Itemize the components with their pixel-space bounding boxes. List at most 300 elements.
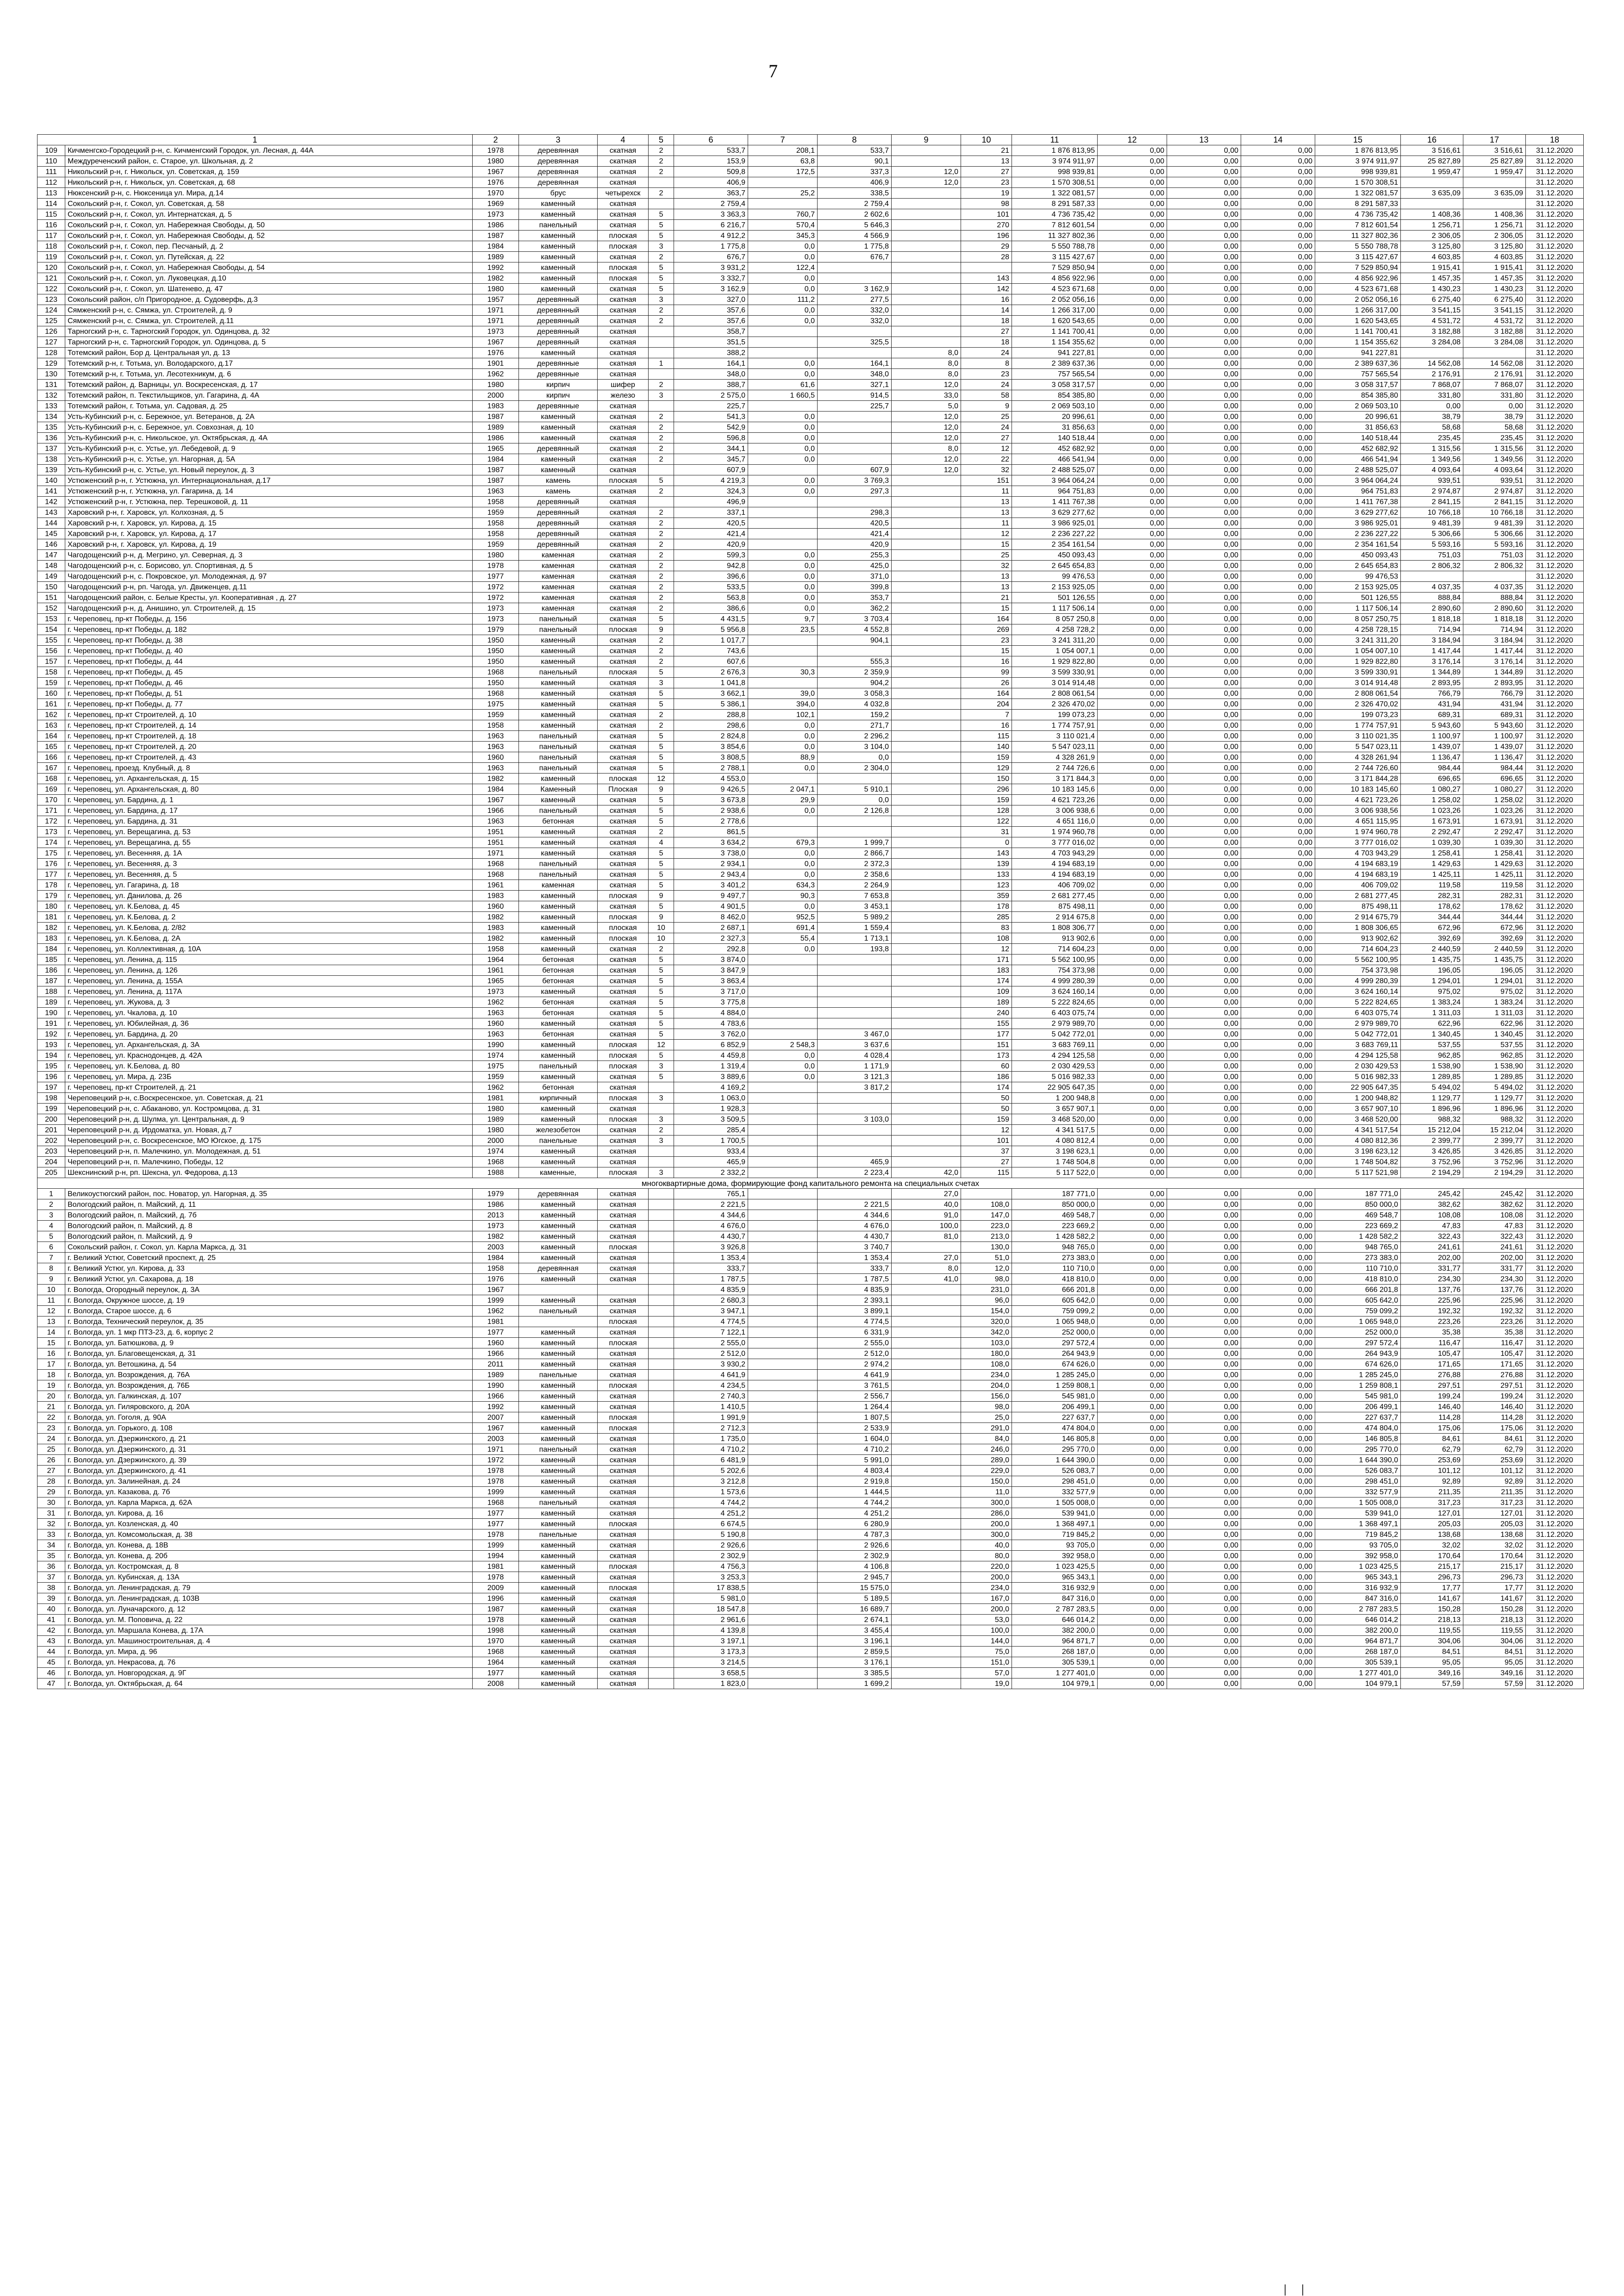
- table-cell: 28: [961, 252, 1012, 262]
- table-cell: 31.12.2020: [1526, 624, 1584, 635]
- table-cell: г. Вологда, ул. Батюшкова, д. 9: [65, 1338, 473, 1348]
- table-cell: 183: [37, 933, 65, 944]
- table-cell: 108,0: [961, 1199, 1012, 1210]
- table-cell: бетонная: [519, 997, 598, 1008]
- table-cell: 4 523 671,68: [1012, 284, 1098, 294]
- table-cell: 176: [37, 859, 65, 869]
- table-row: [37, 986, 1584, 997]
- table-cell: 0,00: [1098, 1263, 1167, 1274]
- table-row: [37, 805, 1584, 816]
- table-cell: 0,00: [1241, 1093, 1315, 1104]
- table-cell: плоская: [598, 891, 649, 901]
- table-cell: 0,00: [1098, 241, 1167, 252]
- table-cell: 0,00: [1167, 1625, 1241, 1636]
- table-cell: 394,0: [748, 699, 818, 710]
- table-cell: 0,00: [1241, 1497, 1315, 1508]
- table-cell: 0,00: [1241, 848, 1315, 859]
- table-cell: 1 289,85: [1401, 1072, 1463, 1082]
- table-cell: 31.12.2020: [1526, 1114, 1584, 1125]
- table-cell: 100,0: [892, 1221, 961, 1231]
- table-cell: 988,32: [1401, 1114, 1463, 1125]
- table-cell: 0,00: [1167, 816, 1241, 827]
- table-cell: каменная: [519, 603, 598, 614]
- table-cell: г. Вологда, ул. Дзержинского, д. 39: [65, 1455, 473, 1466]
- table-cell: 202,00: [1463, 1253, 1526, 1263]
- table-cell: 0,00: [1167, 1359, 1241, 1370]
- table-cell: [649, 1497, 674, 1508]
- table-cell: 4 531,72: [1463, 316, 1526, 326]
- table-cell: 0,00: [1241, 231, 1315, 241]
- table-cell: г. Череповец, ул. Жукова, д. 3: [65, 997, 473, 1008]
- table-row: [37, 1018, 1584, 1029]
- table-cell: 16: [961, 656, 1012, 667]
- table-cell: 0,00: [1167, 752, 1241, 763]
- table-cell: 1 285 245,0: [1315, 1370, 1401, 1380]
- table-cell: 2: [649, 518, 674, 529]
- table-cell: каменный: [519, 1402, 598, 1412]
- table-cell: 23: [37, 1423, 65, 1434]
- table-cell: [748, 1476, 818, 1487]
- table-cell: [892, 1040, 961, 1050]
- table-cell: 0,00: [1167, 1487, 1241, 1497]
- table-cell: 2 712,3: [674, 1423, 748, 1434]
- table-cell: 31.12.2020: [1526, 390, 1584, 401]
- table-cell: г. Череповец, ул. К.Белова, д. 45: [65, 901, 473, 912]
- table-cell: 1 294,01: [1463, 976, 1526, 986]
- table-cell: 1977: [473, 571, 519, 582]
- table-cell: 0,00: [1241, 1657, 1315, 1668]
- table-cell: каменный: [519, 635, 598, 646]
- table-cell: панельный: [519, 752, 598, 763]
- table-cell: 0,00: [1098, 1093, 1167, 1104]
- table-cell: 420,9: [818, 539, 892, 550]
- table-cell: 2: [649, 305, 674, 316]
- table-cell: скатная: [598, 1476, 649, 1487]
- table-cell: 2 680,3: [674, 1295, 748, 1306]
- table-cell: 0,0: [748, 582, 818, 593]
- table-cell: 3 854,6: [674, 742, 748, 752]
- table-cell: каменный: [519, 241, 598, 252]
- table-cell: 672,96: [1401, 923, 1463, 933]
- table-row: [37, 1093, 1584, 1104]
- table-cell: 1 620 543,65: [1315, 316, 1401, 326]
- table-cell: г. Вологда, ул. Горького, д. 108: [65, 1423, 473, 1434]
- header-cell: 11: [1012, 135, 1098, 145]
- table-cell: г. Вологда, ул. Галкинская, д. 107: [65, 1391, 473, 1402]
- table-cell: панельные: [519, 1136, 598, 1146]
- table-cell: 0,00: [1167, 550, 1241, 561]
- table-cell: 1972: [473, 1455, 519, 1466]
- table-cell: 1970: [473, 1636, 519, 1647]
- table-cell: г. Череповец, пр-кт Победы, д. 182: [65, 624, 473, 635]
- table-cell: 203: [37, 1146, 65, 1157]
- table-cell: [748, 177, 818, 188]
- table-cell: 0,00: [1098, 795, 1167, 805]
- table-cell: 0,00: [1167, 380, 1241, 390]
- table-cell: 5: [649, 688, 674, 699]
- table-cell: 0,00: [1167, 1242, 1241, 1253]
- table-cell: 4 736 735,42: [1315, 209, 1401, 220]
- table-cell: 1980: [473, 550, 519, 561]
- table-row: [37, 1210, 1584, 1221]
- table-cell: каменная: [519, 571, 598, 582]
- table-cell: 168: [37, 774, 65, 784]
- table-cell: 2 153 925,05: [1012, 582, 1098, 593]
- table-cell: 31.12.2020: [1526, 1316, 1584, 1327]
- table-cell: 155: [37, 635, 65, 646]
- table-cell: 174: [961, 1082, 1012, 1093]
- table-row: [37, 933, 1584, 944]
- table-cell: 0,00: [1167, 848, 1241, 859]
- table-cell: 139: [37, 465, 65, 475]
- table-cell: 0,00: [1241, 561, 1315, 571]
- table-cell: г. Череповец, ул. Верещагина, д. 53: [65, 827, 473, 837]
- table-cell: 9,7: [748, 614, 818, 624]
- table-cell: 3 683 769,11: [1315, 1040, 1401, 1050]
- table-cell: 1977: [473, 1668, 519, 1678]
- table-cell: [892, 1348, 961, 1359]
- table-cell: 5: [649, 859, 674, 869]
- table-cell: 1 311,03: [1401, 1008, 1463, 1018]
- table-row: [37, 1636, 1584, 1647]
- table-cell: 31.12.2020: [1526, 848, 1584, 859]
- table-cell: 0,00: [1241, 507, 1315, 518]
- table-cell: 1960: [473, 1338, 519, 1348]
- table-cell: 51,0: [961, 1253, 1012, 1263]
- table-cell: [818, 497, 892, 507]
- table-cell: 31.12.2020: [1526, 199, 1584, 209]
- table-cell: Вологодский район, п. Майский, д. 7б: [65, 1210, 473, 1221]
- table-cell: бетонная: [519, 976, 598, 986]
- table-cell: 0,0: [748, 316, 818, 326]
- table-cell: 1 023 425,5: [1012, 1561, 1098, 1572]
- table-cell: 15: [37, 1338, 65, 1348]
- table-cell: каменный: [519, 1274, 598, 1285]
- table-cell: 933,4: [674, 1146, 748, 1157]
- table-row: [37, 273, 1584, 284]
- table-cell: [892, 1327, 961, 1338]
- table-cell: 0,00: [1167, 1338, 1241, 1348]
- table-cell: 50: [961, 1093, 1012, 1104]
- table-cell: 0,00: [1241, 1040, 1315, 1050]
- table-cell: 1 411 767,38: [1012, 497, 1098, 507]
- table-cell: 0,00: [1241, 1434, 1315, 1444]
- table-cell: [748, 678, 818, 688]
- table-cell: 1 457,35: [1401, 273, 1463, 284]
- table-cell: 129: [961, 763, 1012, 774]
- table-cell: 0,00: [1098, 1050, 1167, 1061]
- table-cell: 103,0: [961, 1338, 1012, 1348]
- table-cell: 31.12.2020: [1526, 1029, 1584, 1040]
- table-cell: 3 863,4: [674, 976, 748, 986]
- table-cell: 0,00: [1241, 1604, 1315, 1615]
- table-cell: 200,0: [961, 1604, 1012, 1615]
- table-cell: 12,0: [892, 177, 961, 188]
- table-cell: 913 902,62: [1315, 933, 1401, 944]
- table-cell: 31.12.2020: [1526, 805, 1584, 816]
- table-cell: 2: [649, 593, 674, 603]
- table-cell: 984,44: [1463, 763, 1526, 774]
- table-cell: 30: [37, 1497, 65, 1508]
- table-cell: 111,2: [748, 294, 818, 305]
- table-cell: 0,00: [1241, 326, 1315, 337]
- table-cell: скатная: [598, 965, 649, 976]
- table-cell: 0,00: [1098, 1423, 1167, 1434]
- table-cell: [748, 1636, 818, 1647]
- table-cell: 0,00: [1098, 561, 1167, 571]
- table-cell: г. Череповец, ул. Архангельская, д. 15: [65, 774, 473, 784]
- table-cell: [892, 1455, 961, 1466]
- table-row: [37, 1540, 1584, 1551]
- table-cell: 10 766,18: [1401, 507, 1463, 518]
- table-cell: 0,00: [1241, 390, 1315, 401]
- table-cell: 0,00: [1167, 1050, 1241, 1061]
- table-cell: Сокольский р-н, г. Сокол, ул. Набережная Свободы, д. 52: [65, 231, 473, 241]
- table-row: [37, 1434, 1584, 1444]
- table-cell: 3 162,9: [818, 284, 892, 294]
- table-cell: 31.12.2020: [1526, 986, 1584, 997]
- table-cell: 6 674,5: [674, 1519, 748, 1529]
- table-cell: [892, 241, 961, 252]
- table-cell: 1987: [473, 231, 519, 241]
- table-cell: 1973: [473, 209, 519, 220]
- table-cell: 0,00: [1167, 1668, 1241, 1678]
- table-cell: 57,59: [1463, 1678, 1526, 1689]
- table-cell: 295 770,0: [1315, 1444, 1401, 1455]
- table-cell: 22 905 647,35: [1012, 1082, 1098, 1093]
- table-cell: 21: [37, 1402, 65, 1412]
- table-cell: [748, 1540, 818, 1551]
- table-cell: [649, 1604, 674, 1615]
- table-cell: [748, 1189, 818, 1199]
- table-cell: 0,00: [1167, 869, 1241, 880]
- table-cell: 1 410,5: [674, 1402, 748, 1412]
- table-cell: 452 682,92: [1315, 443, 1401, 454]
- table-cell: 5 189,5: [818, 1593, 892, 1604]
- table-cell: 10: [649, 923, 674, 933]
- table-cell: [649, 465, 674, 475]
- table-cell: скатная: [598, 582, 649, 593]
- table-cell: [748, 976, 818, 986]
- table-cell: [892, 252, 961, 262]
- table-row: [37, 1295, 1584, 1306]
- table-cell: 12: [961, 529, 1012, 539]
- header-cell: 6: [674, 135, 748, 145]
- table-cell: 3 717,0: [674, 986, 748, 997]
- table-cell: 751,03: [1463, 550, 1526, 561]
- table-cell: деревянные: [519, 369, 598, 380]
- table-cell: 15: [961, 603, 1012, 614]
- table-cell: 0,00: [1241, 891, 1315, 901]
- table-cell: 9 426,5: [674, 784, 748, 795]
- table-cell: 1987: [473, 475, 519, 486]
- table-cell: 178,62: [1401, 901, 1463, 912]
- table-cell: 8 291 587,33: [1315, 199, 1401, 209]
- table-cell: 331,77: [1463, 1263, 1526, 1274]
- table-cell: Тотемский р-н, г. Тотьма, ул. Володарского, д.17: [65, 358, 473, 369]
- table-cell: [892, 1615, 961, 1625]
- table-cell: скатная: [598, 827, 649, 837]
- table-cell: 31.12.2020: [1526, 646, 1584, 656]
- table-cell: 31.12.2020: [1526, 1295, 1584, 1306]
- table-cell: [892, 209, 961, 220]
- header-cell: 4: [598, 135, 649, 145]
- table-cell: 31.12.2020: [1526, 1210, 1584, 1221]
- table-cell: 186: [961, 1072, 1012, 1082]
- table-cell: 1 425,11: [1463, 869, 1526, 880]
- table-cell: 0,00: [1241, 1029, 1315, 1040]
- table-cell: 322,43: [1463, 1231, 1526, 1242]
- table-cell: [892, 1061, 961, 1072]
- table-cell: 17,77: [1401, 1583, 1463, 1593]
- table-cell: 1 774 757,91: [1012, 720, 1098, 731]
- table-cell: 6 216,7: [674, 220, 748, 231]
- table-cell: 35: [37, 1551, 65, 1561]
- table-cell: 137: [37, 443, 65, 454]
- table-cell: Усть-Кубинский р-н, с. Никольское, ул. Октябрьская, д. 4А: [65, 433, 473, 443]
- table-cell: 691,4: [748, 923, 818, 933]
- table-cell: каменный: [519, 1466, 598, 1476]
- table-cell: [649, 497, 674, 507]
- table-cell: 1984: [473, 784, 519, 795]
- table-cell: 0,00: [1241, 784, 1315, 795]
- table-cell: 88,9: [748, 752, 818, 763]
- table-cell: [818, 986, 892, 997]
- table-cell: 192: [37, 1029, 65, 1040]
- table-cell: [818, 1008, 892, 1018]
- table-cell: 469 548,7: [1012, 1210, 1098, 1221]
- table-cell: 105,47: [1401, 1348, 1463, 1359]
- table-cell: 1 141 700,41: [1012, 326, 1098, 337]
- table-cell: 0,00: [1098, 1455, 1167, 1466]
- table-cell: 146,40: [1401, 1402, 1463, 1412]
- table-cell: г. Вологда, ул. Некрасова, д. 76: [65, 1657, 473, 1668]
- table-cell: 4 251,2: [674, 1508, 748, 1519]
- table-row: [37, 646, 1584, 656]
- table-cell: [1401, 348, 1463, 358]
- table-cell: 90,1: [818, 156, 892, 167]
- table-cell: 31.12.2020: [1526, 1082, 1584, 1093]
- table-cell: скатная: [598, 848, 649, 859]
- table-cell: 4 459,8: [674, 1050, 748, 1061]
- table-cell: 0,0: [748, 1061, 818, 1072]
- table-cell: 18: [961, 316, 1012, 326]
- table-cell: 1 570 308,51: [1315, 177, 1401, 188]
- table-cell: 0,00: [1241, 177, 1315, 188]
- table-cell: г. Череповец, ул. Данилова, д. 26: [65, 891, 473, 901]
- table-cell: г. Вологда, ул. Машиностроительная, д. 4: [65, 1636, 473, 1647]
- table-cell: каменный: [519, 678, 598, 688]
- table-cell: 159: [961, 795, 1012, 805]
- table-cell: 156,0: [961, 1391, 1012, 1402]
- table-cell: 2: [649, 582, 674, 593]
- table-cell: 0,00: [1167, 837, 1241, 848]
- table-cell: 3 657 907,10: [1315, 1104, 1401, 1114]
- table-cell: 0,00: [1241, 486, 1315, 497]
- table-cell: 0,00: [1098, 1189, 1167, 1199]
- table-cell: 0,00: [1241, 688, 1315, 699]
- table-cell: [818, 774, 892, 784]
- table-cell: 0,00: [1241, 1295, 1315, 1306]
- table-cell: [892, 859, 961, 869]
- table-cell: 0,00: [1167, 369, 1241, 380]
- table-cell: 555,3: [818, 656, 892, 667]
- table-cell: 0,00: [1241, 1519, 1315, 1529]
- table-cell: 3 162,9: [674, 284, 748, 294]
- table-cell: 0,00: [1098, 1061, 1167, 1072]
- table-cell: скатная: [598, 1657, 649, 1668]
- table-row: [37, 710, 1584, 720]
- table-cell: 501 126,55: [1012, 593, 1098, 603]
- table-cell: 12: [961, 1125, 1012, 1136]
- table-cell: каменный: [519, 231, 598, 241]
- table-cell: [892, 1370, 961, 1380]
- table-row: [37, 976, 1584, 986]
- table-cell: 25: [37, 1444, 65, 1455]
- table-cell: [649, 1625, 674, 1636]
- table-cell: 0,00: [1098, 784, 1167, 795]
- table-cell: каменный: [519, 1231, 598, 1242]
- table-cell: 1968: [473, 859, 519, 869]
- table-cell: 0,00: [1241, 805, 1315, 816]
- table-cell: 31.12.2020: [1526, 1508, 1584, 1519]
- table-cell: 119,58: [1401, 880, 1463, 891]
- table-cell: 0,00: [1098, 912, 1167, 923]
- table-cell: 197: [37, 1082, 65, 1093]
- table-cell: 2: [649, 252, 674, 262]
- table-cell: [892, 678, 961, 688]
- table-cell: 99 476,53: [1012, 571, 1098, 582]
- table-cell: 31.12.2020: [1526, 1455, 1584, 1466]
- table-cell: 31.12.2020: [1526, 209, 1584, 220]
- table-cell: 1971: [473, 316, 519, 326]
- table-cell: 150: [961, 774, 1012, 784]
- table-cell: [1463, 348, 1526, 358]
- table-cell: [892, 262, 961, 273]
- table-cell: 31.12.2020: [1526, 273, 1584, 284]
- table-cell: 0,00: [1241, 656, 1315, 667]
- table-cell: скатная: [598, 614, 649, 624]
- table-cell: 0,00: [1098, 880, 1167, 891]
- table-row: [37, 1466, 1584, 1476]
- table-cell: Сокольский р-н, г. Сокол, ул. Набережная Свободы, д. 54: [65, 262, 473, 273]
- table-cell: 31.12.2020: [1526, 1423, 1584, 1434]
- table-cell: 1 322 081,57: [1315, 188, 1401, 199]
- table-cell: 1968: [473, 1647, 519, 1657]
- table-cell: каменный: [519, 710, 598, 720]
- table-cell: г. Великий Устюг, Советский проспект, д. 25: [65, 1253, 473, 1263]
- table-cell: 1983: [473, 891, 519, 901]
- table-cell: 0,00: [1167, 1412, 1241, 1423]
- table-cell: 757 565,54: [1012, 369, 1098, 380]
- table-row: [37, 624, 1584, 635]
- table-row: [37, 1263, 1584, 1274]
- table-cell: 83: [961, 923, 1012, 933]
- table-cell: 234,30: [1401, 1274, 1463, 1285]
- table-cell: 5 202,6: [674, 1466, 748, 1476]
- table-cell: 0,00: [1241, 710, 1315, 720]
- table-cell: 0,00: [1241, 1391, 1315, 1402]
- table-row: [37, 880, 1584, 891]
- table-cell: 3 006 938,6: [1012, 805, 1098, 816]
- table-cell: 206 499,1: [1012, 1402, 1098, 1412]
- table-cell: 31.12.2020: [1526, 1487, 1584, 1497]
- table-cell: 1962: [473, 1306, 519, 1316]
- table-cell: 0,0: [748, 805, 818, 816]
- table-cell: 2: [649, 422, 674, 433]
- table-cell: 92,89: [1463, 1476, 1526, 1487]
- header-cell: 8: [818, 135, 892, 145]
